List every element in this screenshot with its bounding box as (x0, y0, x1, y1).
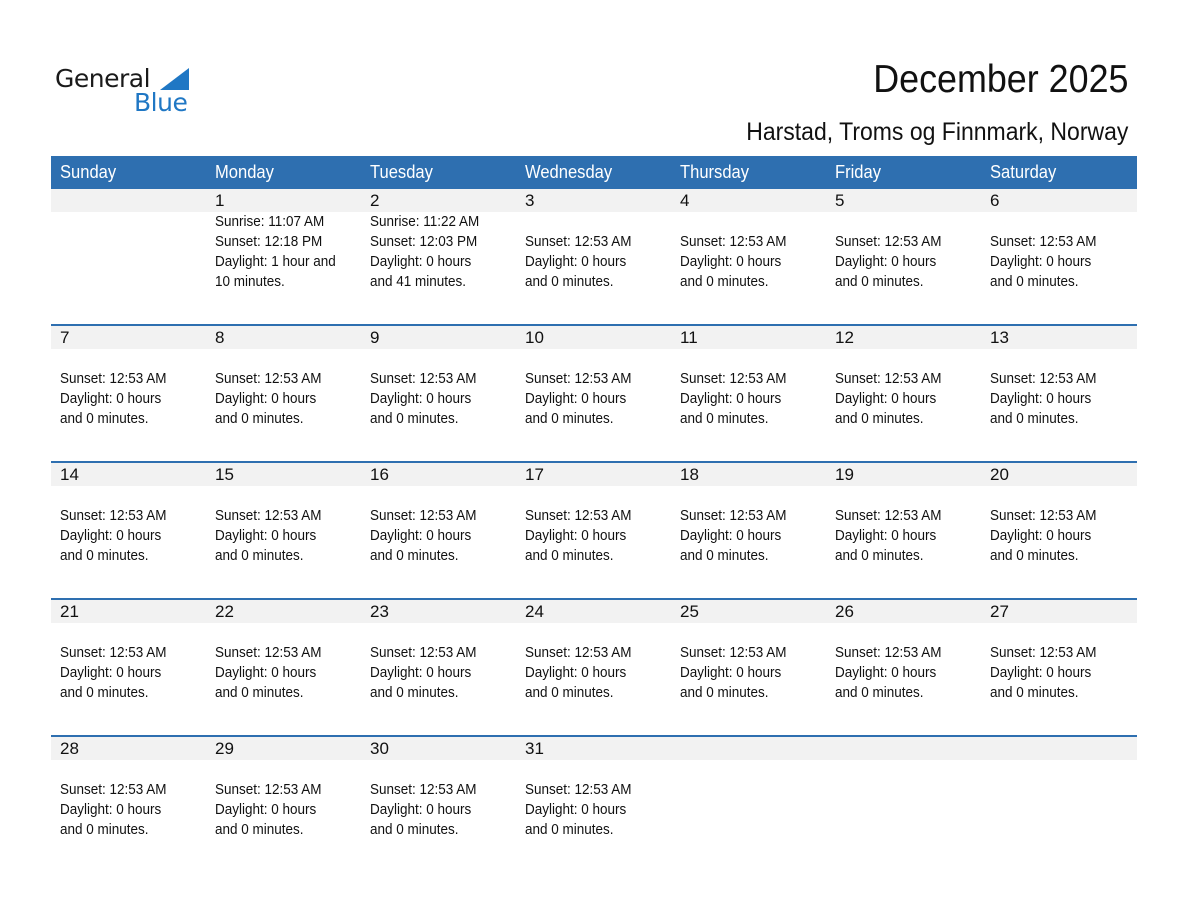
weekday-sunday (51, 156, 206, 189)
logo-text-blue: Blue (134, 88, 188, 117)
daylight-text-cont (680, 820, 816, 840)
day-number: 3 (525, 191, 535, 210)
day-cell (981, 486, 1136, 566)
day-number: 16 (370, 465, 389, 484)
sunset-text: Sunset: 12:53 AM (370, 371, 477, 387)
weeks-container (51, 189, 1137, 872)
day-number: 21 (60, 602, 79, 621)
page-title: December 2025 (872, 58, 1128, 101)
day-cell (981, 623, 1136, 703)
weekday-label: Sunday (60, 162, 117, 182)
week-row (51, 324, 1137, 461)
day-cell (671, 349, 826, 429)
daylight-text-cont: and 0 minutes. (680, 411, 769, 427)
sunrise-text (215, 349, 351, 369)
sunset-text (990, 780, 1126, 800)
daylight-text-cont: and 0 minutes. (215, 685, 304, 701)
weekday-saturday (981, 156, 1136, 189)
triangle-flag-icon (160, 68, 189, 90)
day-cell (361, 760, 516, 840)
day-number: 12 (835, 328, 854, 347)
daylight-text-cont (60, 272, 196, 292)
day-number (826, 737, 981, 760)
sunrise-text (990, 760, 1126, 780)
day-number: 22 (215, 602, 234, 621)
sunset-text: Sunset: 12:53 AM (835, 234, 942, 250)
day-number: 7 (60, 328, 70, 347)
day-cell (361, 349, 516, 429)
sunrise-text: Sunrise: 11:22 AM (370, 214, 480, 230)
day-info-row (51, 486, 1137, 566)
weekday-tuesday (361, 156, 516, 189)
day-number: 20 (990, 465, 1009, 484)
daylight-text: Daylight: 0 hours (525, 391, 627, 407)
sunset-text: Sunset: 12:53 AM (60, 645, 167, 661)
day-info-row (51, 212, 1137, 292)
sunset-text (60, 232, 196, 252)
sunset-text: Sunset: 12:53 AM (990, 645, 1097, 661)
sunset-text (835, 780, 971, 800)
day-number: 1 (215, 191, 225, 210)
daylight-text-cont: and 0 minutes. (215, 822, 304, 838)
daylight-text (60, 252, 196, 272)
sunset-text: Sunset: 12:53 AM (215, 645, 322, 661)
sunrise-text (680, 623, 816, 643)
daylight-text-cont: and 0 minutes. (525, 822, 614, 838)
sunrise-text (370, 486, 506, 506)
day-number: 17 (525, 465, 544, 484)
day-cell (671, 212, 826, 292)
logo-text-general: General (55, 64, 151, 93)
sunrise-text (370, 623, 506, 643)
sunrise-text (835, 212, 971, 232)
daylight-text: Daylight: 0 hours (525, 802, 627, 818)
daylight-text: Daylight: 0 hours (60, 802, 162, 818)
sunset-text: Sunset: 12:53 AM (60, 508, 167, 524)
daylight-text: Daylight: 0 hours (680, 391, 782, 407)
daylight-text-cont: and 0 minutes. (990, 548, 1079, 564)
daylight-text: Daylight: 0 hours (215, 665, 317, 681)
day-cell (206, 212, 361, 292)
sunrise-text (680, 760, 816, 780)
weekday-label: Wednesday (525, 162, 613, 182)
sunset-text: Sunset: 12:53 AM (370, 508, 477, 524)
daylight-text-cont: and 0 minutes. (370, 822, 459, 838)
day-number: 19 (835, 465, 854, 484)
sunset-text: Sunset: 12:53 AM (525, 645, 632, 661)
sunrise-text (835, 349, 971, 369)
day-cell (51, 623, 206, 703)
day-number: 25 (680, 602, 699, 621)
day-cell (51, 349, 206, 429)
sunset-text: Sunset: 12:53 AM (525, 371, 632, 387)
day-cell (206, 623, 361, 703)
daylight-text-cont: and 0 minutes. (990, 274, 1079, 290)
sunset-text: Sunset: 12:18 PM (215, 234, 323, 250)
daylight-text-cont: and 41 minutes. (370, 274, 466, 290)
daylight-text-cont: and 0 minutes. (60, 685, 149, 701)
day-number: 2 (370, 191, 380, 210)
daylight-text-cont: and 0 minutes. (835, 274, 924, 290)
day-number: 30 (370, 739, 389, 758)
daylight-text: Daylight: 0 hours (525, 528, 627, 544)
day-number: 23 (370, 602, 389, 621)
daylight-text (990, 800, 1126, 820)
sunset-text: Sunset: 12:53 AM (215, 782, 322, 798)
daylight-text: Daylight: 0 hours (680, 665, 782, 681)
day-number: 29 (215, 739, 234, 758)
daylight-text-cont (835, 820, 971, 840)
day-info-row (51, 760, 1137, 840)
day-number: 6 (990, 191, 1000, 210)
day-cell (671, 486, 826, 566)
sunset-text: Sunset: 12:53 AM (215, 371, 322, 387)
week-row (51, 598, 1137, 735)
day-cell (671, 623, 826, 703)
sunrise-text (60, 623, 196, 643)
sunrise-text (680, 212, 816, 232)
daylight-text-cont: and 0 minutes. (60, 548, 149, 564)
sunrise-text (835, 623, 971, 643)
daylight-text: Daylight: 0 hours (990, 528, 1092, 544)
daylight-text-cont: and 0 minutes. (525, 685, 614, 701)
sunrise-text (835, 486, 971, 506)
day-info-row (51, 623, 1137, 703)
sunrise-text (60, 212, 196, 232)
daylight-text (835, 800, 971, 820)
sunrise-text (835, 760, 971, 780)
daylight-text (680, 800, 816, 820)
week-row (51, 735, 1137, 872)
daylight-text: Daylight: 0 hours (60, 391, 162, 407)
day-cell (361, 212, 516, 292)
day-number: 13 (990, 328, 1009, 347)
weekday-label: Thursday (680, 162, 750, 182)
day-number: 4 (680, 191, 690, 210)
date-number-row (51, 463, 1137, 486)
daylight-text-cont (990, 820, 1126, 840)
sunrise-text (525, 486, 661, 506)
daylight-text: Daylight: 0 hours (370, 802, 472, 818)
sunset-text: Sunset: 12:53 AM (215, 508, 322, 524)
day-number: 8 (215, 328, 225, 347)
day-cell (361, 486, 516, 566)
day-number (51, 189, 206, 212)
sunset-text: Sunset: 12:53 AM (835, 371, 942, 387)
sunrise-text (990, 212, 1126, 232)
day-cell (51, 486, 206, 566)
daylight-text: Daylight: 0 hours (835, 665, 937, 681)
daylight-text-cont: and 0 minutes. (835, 548, 924, 564)
day-cell (826, 212, 981, 292)
sunset-text: Sunset: 12:53 AM (680, 508, 787, 524)
day-number: 9 (370, 328, 380, 347)
date-number-row (51, 737, 1137, 760)
daylight-text: Daylight: 0 hours (215, 802, 317, 818)
sunset-text: Sunset: 12:53 AM (370, 782, 477, 798)
sunrise-text (215, 760, 351, 780)
daylight-text: Daylight: 0 hours (835, 528, 937, 544)
sunrise-text (370, 349, 506, 369)
sunset-text: Sunset: 12:53 AM (525, 508, 632, 524)
sunrise-text (215, 623, 351, 643)
date-number-row (51, 326, 1137, 349)
day-number: 18 (680, 465, 699, 484)
day-cell (206, 349, 361, 429)
day-cell (516, 486, 671, 566)
day-cell (826, 349, 981, 429)
weekday-label: Saturday (990, 162, 1057, 182)
day-number (671, 737, 826, 760)
daylight-text: Daylight: 0 hours (680, 254, 782, 270)
sunrise-text (370, 760, 506, 780)
sunset-text: Sunset: 12:53 AM (990, 508, 1097, 524)
day-number: 26 (835, 602, 854, 621)
daylight-text: Daylight: 0 hours (370, 528, 472, 544)
sunset-text: Sunset: 12:53 AM (835, 645, 942, 661)
day-number: 27 (990, 602, 1009, 621)
day-cell (516, 349, 671, 429)
day-cell (671, 760, 826, 840)
logo (55, 64, 195, 120)
day-number: 14 (60, 465, 79, 484)
daylight-text-cont: and 0 minutes. (680, 685, 769, 701)
sunset-text: Sunset: 12:53 AM (370, 645, 477, 661)
day-cell (51, 760, 206, 840)
day-cell (826, 623, 981, 703)
sunrise-text (990, 349, 1126, 369)
daylight-text: Daylight: 0 hours (990, 254, 1092, 270)
sunrise-text (680, 486, 816, 506)
day-cell (516, 212, 671, 292)
daylight-text: Daylight: 0 hours (835, 254, 937, 270)
sunrise-text (60, 760, 196, 780)
sunset-text: Sunset: 12:53 AM (525, 782, 632, 798)
day-number: 15 (215, 465, 234, 484)
sunrise-text (215, 486, 351, 506)
sunrise-text (990, 486, 1126, 506)
sunrise-text (680, 349, 816, 369)
sunset-text: Sunset: 12:53 AM (680, 645, 787, 661)
daylight-text-cont: and 0 minutes. (525, 548, 614, 564)
daylight-text: Daylight: 1 hour and (215, 254, 336, 270)
sunrise-text: Sunrise: 11:07 AM (215, 214, 325, 230)
daylight-text-cont: and 0 minutes. (835, 411, 924, 427)
day-cell (826, 760, 981, 840)
sunrise-text (990, 623, 1126, 643)
sunset-text: Sunset: 12:53 AM (680, 371, 787, 387)
day-cell (206, 760, 361, 840)
sunset-text: Sunset: 12:53 AM (990, 234, 1097, 250)
day-cell (361, 623, 516, 703)
weekday-wednesday (516, 156, 671, 189)
daylight-text-cont: and 0 minutes. (215, 548, 304, 564)
daylight-text-cont: and 0 minutes. (215, 411, 304, 427)
weekday-friday (826, 156, 981, 189)
daylight-text-cont: and 0 minutes. (60, 822, 149, 838)
sunrise-text (60, 486, 196, 506)
daylight-text-cont: and 0 minutes. (525, 274, 614, 290)
daylight-text-cont: and 0 minutes. (990, 411, 1079, 427)
day-cell (981, 760, 1136, 840)
location-subtitle: Harstad, Troms og Finnmark, Norway (745, 118, 1128, 146)
sunrise-text (525, 760, 661, 780)
day-number: 31 (525, 739, 544, 758)
daylight-text-cont: and 0 minutes. (990, 685, 1079, 701)
sunrise-text (525, 212, 661, 232)
daylight-text: Daylight: 0 hours (370, 391, 472, 407)
daylight-text: Daylight: 0 hours (370, 254, 472, 270)
daylight-text: Daylight: 0 hours (990, 665, 1092, 681)
week-row (51, 461, 1137, 598)
day-cell (516, 623, 671, 703)
daylight-text-cont: 10 minutes. (215, 274, 285, 290)
sunrise-text (525, 623, 661, 643)
day-cell (981, 349, 1136, 429)
daylight-text-cont: and 0 minutes. (680, 274, 769, 290)
weekday-label: Monday (215, 162, 274, 182)
daylight-text: Daylight: 0 hours (680, 528, 782, 544)
daylight-text-cont: and 0 minutes. (835, 685, 924, 701)
sunset-text: Sunset: 12:53 AM (680, 234, 787, 250)
date-number-row (51, 600, 1137, 623)
daylight-text: Daylight: 0 hours (835, 391, 937, 407)
weekday-monday (206, 156, 361, 189)
day-cell (51, 212, 206, 292)
day-number: 11 (680, 328, 698, 347)
day-number: 5 (835, 191, 845, 210)
daylight-text-cont: and 0 minutes. (370, 411, 459, 427)
day-cell (981, 212, 1136, 292)
weekday-label: Friday (835, 162, 882, 182)
day-number: 28 (60, 739, 79, 758)
sunset-text: Sunset: 12:53 AM (835, 508, 942, 524)
daylight-text-cont: and 0 minutes. (60, 411, 149, 427)
sunset-text: Sunset: 12:53 AM (60, 371, 167, 387)
daylight-text: Daylight: 0 hours (60, 528, 162, 544)
daylight-text-cont: and 0 minutes. (680, 548, 769, 564)
day-info-row (51, 349, 1137, 429)
daylight-text: Daylight: 0 hours (525, 254, 627, 270)
daylight-text: Daylight: 0 hours (215, 391, 317, 407)
sunset-text: Sunset: 12:53 AM (525, 234, 632, 250)
sunset-text (680, 780, 816, 800)
daylight-text: Daylight: 0 hours (525, 665, 627, 681)
sunset-text: Sunset: 12:03 PM (370, 234, 478, 250)
day-number: 24 (525, 602, 544, 621)
weekday-header-row (51, 156, 1137, 189)
weekday-thursday (671, 156, 826, 189)
day-number: 10 (525, 328, 544, 347)
day-cell (206, 486, 361, 566)
daylight-text-cont: and 0 minutes. (370, 548, 459, 564)
sunrise-text (525, 349, 661, 369)
day-cell (516, 760, 671, 840)
daylight-text-cont: and 0 minutes. (370, 685, 459, 701)
day-number (981, 737, 1136, 760)
sunrise-text (60, 349, 196, 369)
weekday-label: Tuesday (370, 162, 433, 182)
sunset-text: Sunset: 12:53 AM (990, 371, 1097, 387)
date-number-row (51, 189, 1137, 212)
daylight-text: Daylight: 0 hours (215, 528, 317, 544)
calendar-grid (51, 156, 1137, 872)
daylight-text: Daylight: 0 hours (990, 391, 1092, 407)
week-row (51, 189, 1137, 324)
daylight-text: Daylight: 0 hours (60, 665, 162, 681)
daylight-text: Daylight: 0 hours (370, 665, 472, 681)
sunset-text: Sunset: 12:53 AM (60, 782, 167, 798)
daylight-text-cont: and 0 minutes. (525, 411, 614, 427)
day-cell (826, 486, 981, 566)
